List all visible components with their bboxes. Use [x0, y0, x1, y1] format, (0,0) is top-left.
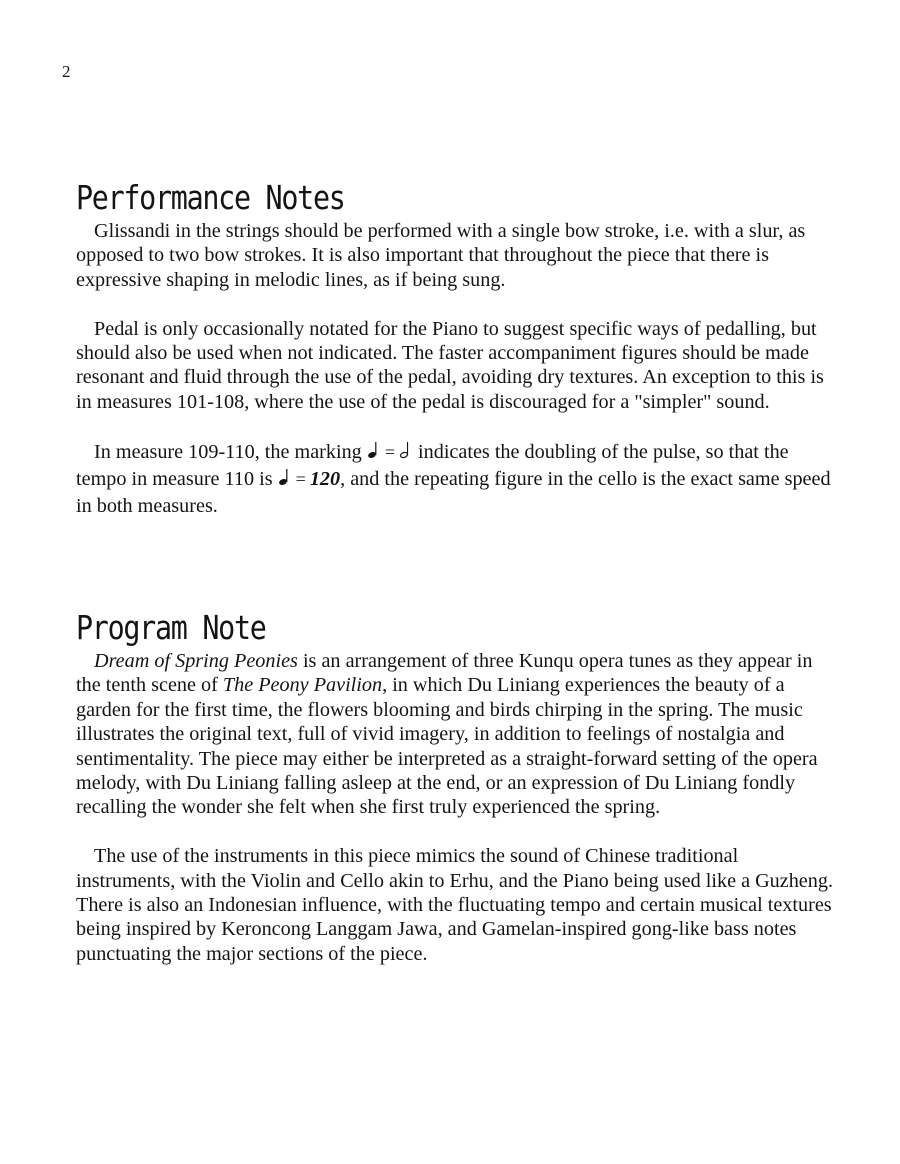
- program-note-heading: Program Note: [76, 608, 266, 647]
- equals-sign: =: [295, 468, 306, 489]
- text-run: , and the repeating figure in the cello is the exact same speed in both measures.: [76, 467, 831, 517]
- performance-notes-paragraph: Pedal is only occasionally notated for the Piano to suggest specific ways of pedalling, but should also be used when not indicated. The faster accompaniment figures should be made resonant and fluid through the use of the pedal, avoiding dry textures. An exception to this is in measures 101-108, where the use of the pedal is discouraged for a "simpler" sound.: [76, 317, 824, 413]
- quarter-note-icon: [367, 441, 381, 459]
- opera-title: The Peony Pavilion: [222, 674, 383, 697]
- tempo-marking-paragraph: [76, 439, 836, 520]
- half-note-icon: [399, 441, 413, 459]
- equals-sign: =: [384, 441, 395, 462]
- performance-notes-paragraph: Glissandi in the strings should be performed with a single bow stroke, i.e. with a slur, as opposed to two bow strokes. It is also important that throughout the piece that there is expressive shaping in melodic lines, as if being sung.: [76, 220, 806, 291]
- tempo-value: 120: [309, 467, 341, 490]
- page-number: 2: [62, 62, 71, 81]
- text-run: is an arrangement of three Kunqu opera tunes as they appear in the tenth scene of: [76, 650, 813, 697]
- text-run: indicates the doubling of the pulse, so that the tempo in measure 110 is: [76, 440, 789, 490]
- program-note-paragraph: The use of the instruments in this piece mimics the sound of Chinese traditional instruments, with the Violin and Cello akin to Erhu, and the Piano being used like a Guzheng. There is also an Indonesian influence, with the fluctuating tempo and certain musical textures being inspired by Keroncong Langgam Jawa, and Gamelan-inspired gong-like bass notes punctuating the major sections of the piece.: [76, 845, 834, 965]
- program-note-paragraph: [76, 649, 836, 820]
- text-run: , in which Du Liniang experiences the beauty of a garden for the first time, the flowers blooming and birds chirping in the spring. The music illustrates the original text, full of vivid imagery, in addition to feelings of nostalgia and sentimentality. The piece may either be interpreted as a straight-forward setting of the opera melody, with Du Liniang falling asleep at the end, or an expression of Du Liniang fondly recalling the wonder she felt when she first truly experienced the spring.: [76, 674, 818, 819]
- performance-notes-heading: Performance Notes: [76, 178, 345, 217]
- performance-notes-section: [76, 178, 836, 520]
- program-note-section: [76, 608, 836, 966]
- text-run: In measure 109-110, the marking: [94, 440, 367, 463]
- piece-title: Dream of Spring Peonies: [94, 650, 298, 672]
- quarter-note-icon: [278, 468, 292, 486]
